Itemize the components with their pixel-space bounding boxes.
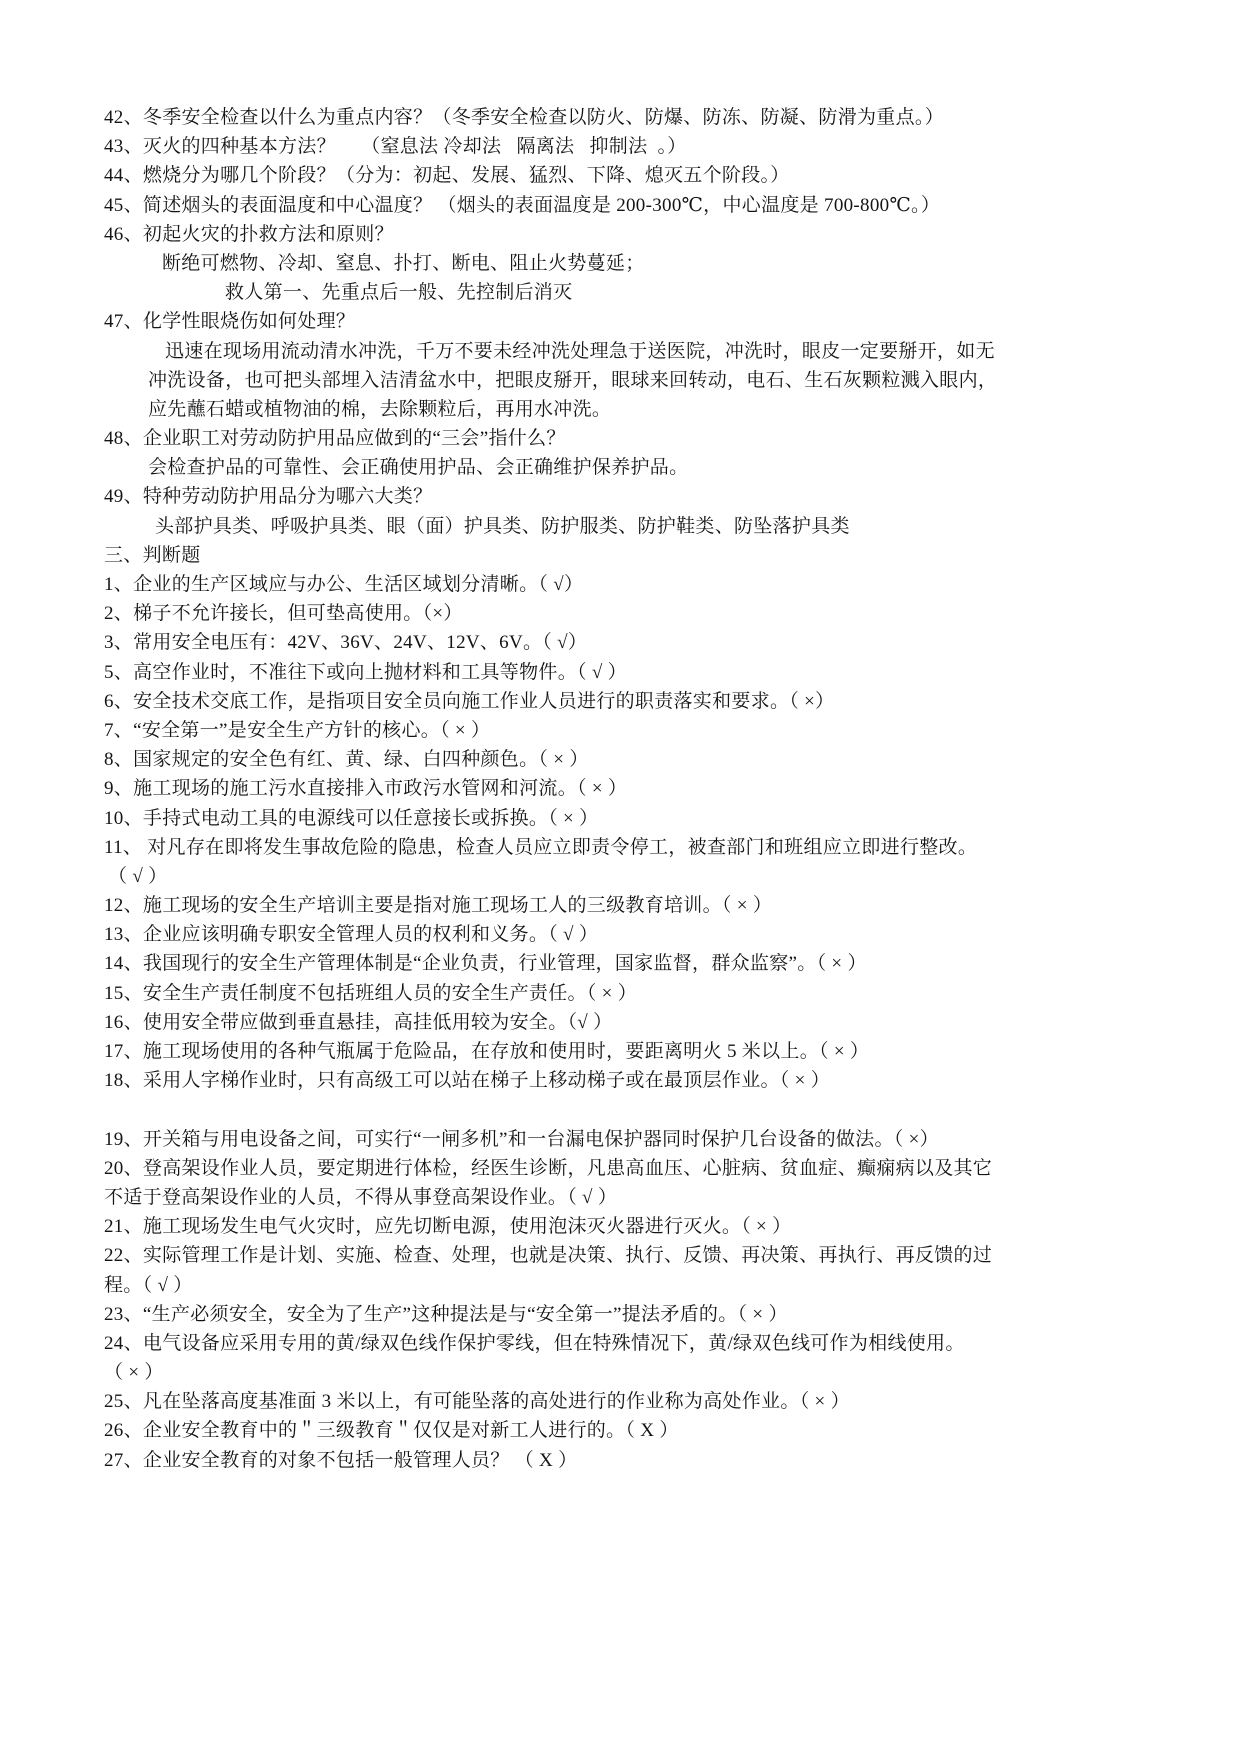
judgment-item-15: 15、安全生产责任制度不包括班组人员的安全生产责任。（ × ） <box>104 982 638 1004</box>
judgment-item-23: 23、“生产必须安全，安全为了生产”这种提法是与“安全第一”提法矛盾的。（ × ） <box>104 1303 788 1325</box>
judgment-item-12: 12、施工现场的安全生产培训主要是指对施工现场工人的三级教育培训。（ × ） <box>104 895 773 917</box>
section-heading: 三、判断题 <box>104 544 201 566</box>
judgment-item-21: 21、施工现场发生电气火灾时，应先切断电源，使用泡沫灭火器进行灭火。（ × ） <box>104 1216 792 1238</box>
judgment-item-16: 16、使用安全带应做到垂直悬挂，高挂低用较为安全。（√ ） <box>104 1011 613 1033</box>
judgment-item-6: 6、安全技术交底工作，是指项目安全员向施工作业人员进行的职责落实和要求。（ ×） <box>104 690 835 712</box>
judgment-item-27: 27、企业安全教育的对象不包括一般管理人员？ （ X ） <box>104 1449 578 1471</box>
question-47: 47、化学性眼烧伤如何处理？ <box>104 311 356 333</box>
judgment-item-14: 14、我国现行的安全生产管理体制是“企业负责，行业管理，国家监督，群众监察”。（ × ） <box>104 953 867 975</box>
judgment-item-5: 5、高空作业时，不准往下或向上抛材料和工具等物件。（ √ ） <box>104 661 627 683</box>
question-48: 48、企业职工对劳动防护用品应做到的“三会”指什么？ <box>104 428 566 450</box>
judgment-item-13: 13、企业应该明确专职安全管理人员的权利和义务。（ √ ） <box>104 924 599 946</box>
judgment-item-11: 11、 对凡存在即将发生事故危险的隐患，检查人员应立即责令停工，被查部门和班组应立即进行整改。 <box>104 836 978 858</box>
answer-47-line-3: 应先蘸石蜡或植物油的棉，去除颗粒后，再用水冲洗。 <box>148 398 612 420</box>
judgment-item-18: 18、采用人字梯作业时，只有高级工可以站在梯子上移动梯子或在最顶层作业。（ × ） <box>104 1070 831 1092</box>
question-43: 43、灭火的四种基本方法？ （窒息法 冷却法 隔离法 抑制法 。） <box>104 136 687 158</box>
answer-48-line-1: 会检查护品的可靠性、会正确使用护品、会正确维护保养护品。 <box>148 457 689 479</box>
blank-line <box>104 1095 1124 1124</box>
judgment-item-24: 24、电气设备应采用专用的黄/绿双色线作保护零线，但在特殊情况下，黄/绿双色线可作为相线使用。 <box>104 1332 965 1354</box>
judgment-section <box>104 541 1124 1475</box>
question-49: 49、特种劳动防护用品分为哪六大类？ <box>104 486 433 508</box>
judgment-item-1: 1、企业的生产区域应与办公、生活区域划分清晰。（ √） <box>104 574 584 595</box>
judgment-item-10: 10、手持式电动工具的电源线可以任意接长或拆换。（ × ） <box>104 807 599 829</box>
answer-46-line-2: 救人第一、先重点后一般、先控制后消灭 <box>225 282 573 304</box>
judgment-item-25: 25、凡在坠落高度基准面 3 米以上，有可能坠落的高处进行的作业称为高处作业。（ × ） <box>104 1391 850 1413</box>
question-44: 44、燃烧分为哪几个阶段？（分为：初起、发展、猛烈、下降、熄灭五个阶段。） <box>104 165 790 187</box>
judgment-item-8: 8、国家规定的安全色有红、黄、绿、白四种颜色。（ × ） <box>104 749 589 771</box>
judgment-item-9: 9、施工现场的施工污水直接排入市政污水管网和河流。（ × ） <box>104 778 628 800</box>
question-42: 42、冬季安全检查以什么为重点内容？（冬季安全检查以防火、防爆、防冻、防凝、防滑为重点。） <box>104 107 945 128</box>
judgment-item-19: 19、开关箱与用电设备之间，可实行“一闸多机”和一台漏电保护器同时保护几台设备的做法。（ ×） <box>104 1128 939 1150</box>
judgment-item-2: 2、梯子不允许接长，但可垫高使用。（×） <box>104 603 463 625</box>
judgment-item-20: 20、登高架设作业人员，要定期进行体检，经医生诊断，凡患高血压、心脏病、贫血症、癫痫病以及其它 <box>104 1157 993 1179</box>
judgment-item-22: 22、实际管理工作是计划、实施、检查、处理，也就是决策、执行、反馈、再决策、再执行、再反馈的过 <box>104 1245 993 1267</box>
document-body <box>104 103 1124 1475</box>
judgment-item-22-continued: 程。（ √ ） <box>104 1274 193 1296</box>
question-46: 46、初起火灾的扑救方法和原则？ <box>104 223 394 245</box>
judgment-item-7: 7、“安全第一”是安全生产方针的核心。（ × ） <box>104 719 491 741</box>
answer-46-line-1: 断绝可燃物、冷却、窒息、扑打、断电、阻止火势蔓延； <box>162 252 645 274</box>
question-45: 45、简述烟头的表面温度和中心温度？ （烟头的表面温度是 200-300℃，中心温度是 700-800℃。） <box>104 194 941 216</box>
answer-47-line-2: 冲洗设备，也可把头部埋入洁清盆水中，把眼皮掰开，眼球来回转动，电石、生石灰颗粒溅入眼内， <box>148 369 998 391</box>
answer-47-line-1: 迅速在现场用流动清水冲洗，千万不要未经冲洗处理急于送医院，冲洗时，眼皮一定要掰开，如无 <box>165 340 995 362</box>
answer-49-line-1: 头部护具类、呼吸护具类、眼（面）护具类、防护服类、防护鞋类、防坠落护具类 <box>155 515 850 537</box>
judgment-item-3: 3、常用安全电压有：42V、36V、24V、12V、6V。（ √） <box>104 632 588 654</box>
judgment-item-24-answer: （ × ） <box>104 1362 164 1384</box>
judgment-item-17: 17、施工现场使用的各种气瓶属于危险品，在存放和使用时，要距离明火 5 米以上。（ × ） <box>104 1041 870 1062</box>
judgment-item-26: 26、企业安全教育中的＂三级教育＂仅仅是对新工人进行的。（ X ） <box>104 1420 679 1442</box>
short-answer-section <box>104 103 1124 541</box>
judgment-item-11-answer: （ √ ） <box>108 865 168 887</box>
judgment-item-20-continued: 不适于登高架设作业的人员，不得从事登高架设作业。（ √ ） <box>104 1186 618 1208</box>
